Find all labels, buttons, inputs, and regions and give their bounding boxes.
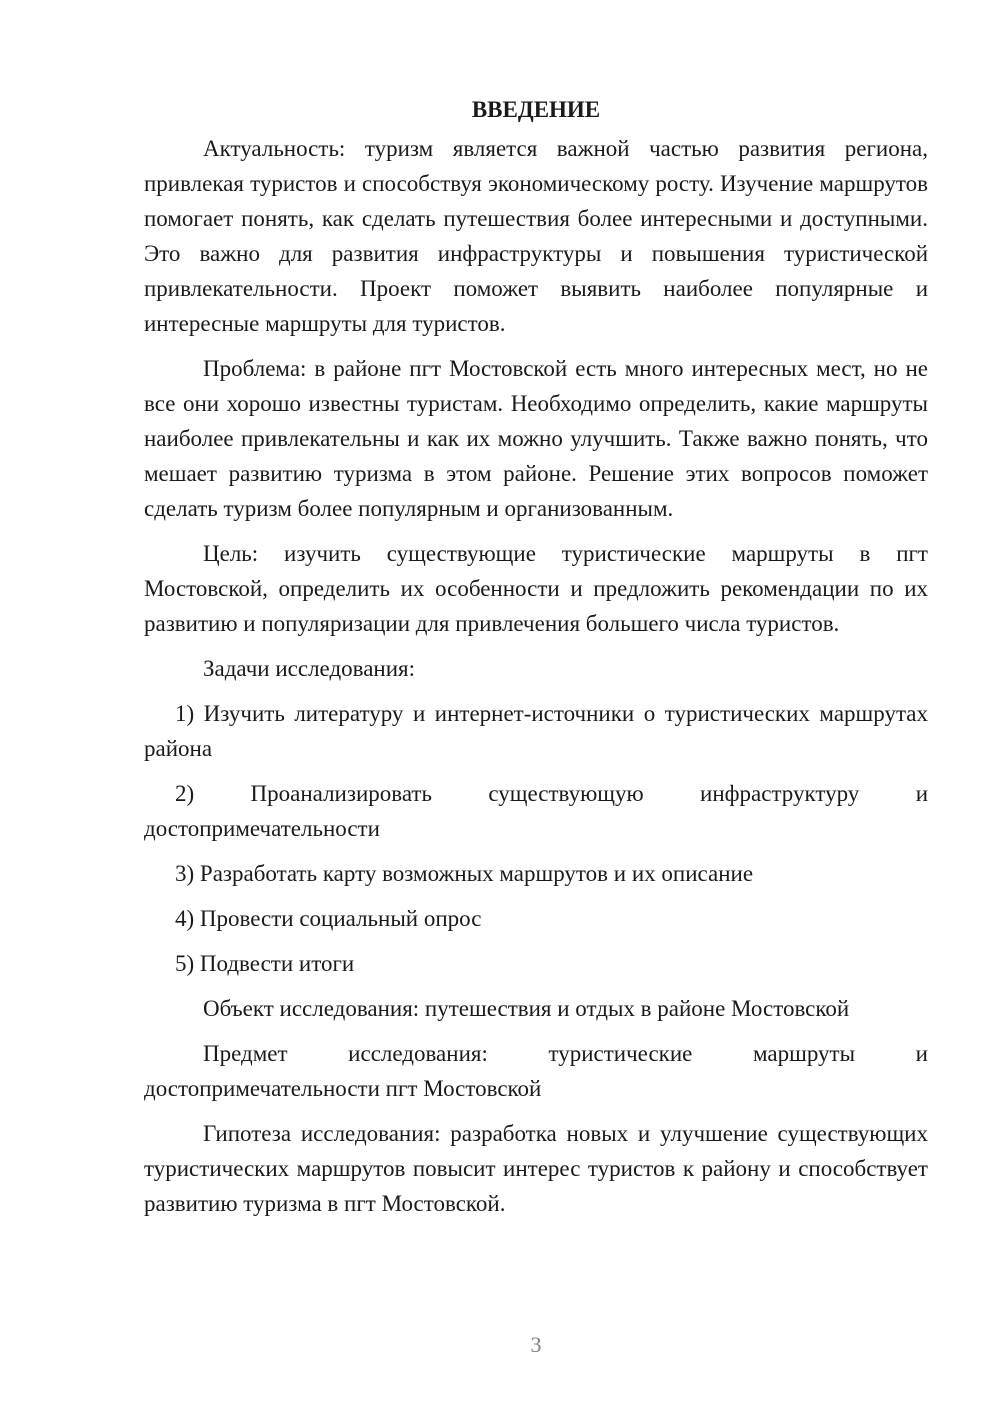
page-content [144, 92, 928, 1231]
page-number: 3 [530, 1332, 542, 1357]
hypothesis-paragraph: Гипотеза исследования: разработка новых и улучшение существующих туристических маршрутов повысит интерес туристов к району и способствует развитию туризма в пгт Мостовской. [144, 1121, 928, 1216]
task-item-5: 5) Подвести итоги [175, 951, 355, 976]
task-item-2: 2) Проанализировать существующую инфраструктуру и достопримечательности [144, 781, 928, 841]
problem-paragraph: Проблема: в районе пгт Мостовской есть много интересных мест, но не все они хорошо известны туристам. Необходимо определить, какие маршруты наиболее привлекательны и как их можно улучшить. Также важно понять, что мешает развитию туризма в этом районе. Решение этих вопросов поможет сделать туризм более популярным и организованным. [144, 356, 928, 521]
task-item-1: 1) Изучить литературу и интернет-источники о туристических маршрутах района [144, 701, 928, 761]
subject-paragraph: Предмет исследования: туристические маршруты и достопримечательности пгт Мостовской [144, 1041, 928, 1101]
relevance-paragraph: Актуальность: туризм является важной частью развития региона, привлекая туристов и способствуя экономическому росту. Изучение маршрутов помогает понять, как сделать путешествия более интересными и доступными. Это важно для развития инфраструктуры и повышения туристической привлекательности. Проект поможет выявить наиболее популярные и интересные маршруты для туристов. [144, 136, 928, 336]
object-paragraph: Объект исследования: путешествия и отдых в районе Мостовской [203, 996, 850, 1021]
task-item-4: 4) Провести социальный опрос [175, 906, 482, 931]
goal-paragraph: Цель: изучить существующие туристические маршруты в пгт Мостовской, определить их особенности и предложить рекомендации по их развитию и популяризации для привлечения большего числа туристов. [144, 541, 928, 636]
task-item-3: 3) Разработать карту возможных маршрутов и их описание [175, 861, 754, 886]
section-title: ВВЕДЕНИЕ [471, 97, 601, 122]
tasks-heading: Задачи исследования: [203, 656, 416, 681]
